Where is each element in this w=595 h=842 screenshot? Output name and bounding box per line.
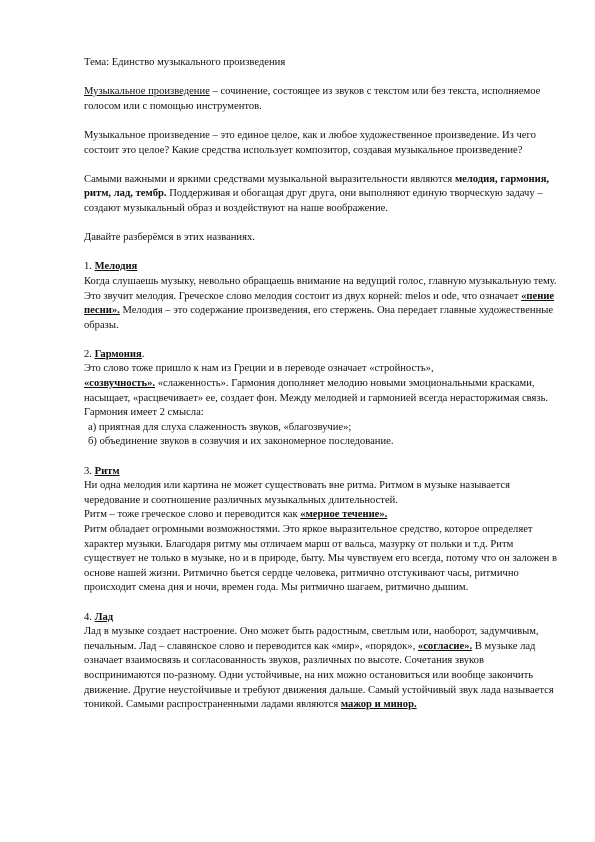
section-text-rhythm-1: Ни одна мелодия или картина не может существовать вне ритма. Ритмом в музыке называется чередование и соотношение различных музыкальных длительностей. — [84, 480, 510, 506]
definition-paragraph — [84, 85, 558, 114]
section-heading-mode: 4. Лад — [84, 611, 114, 623]
harmony-meaning-a: а) приятная для слуха слаженность звуков, «благозвучие»; — [88, 421, 352, 433]
document-page — [84, 56, 558, 713]
lead-paragraph: Давайте разберёмся в этих названиях. — [84, 232, 255, 244]
section-text-rhythm-3: Ритм обладает огромными возможностями. Это яркое выразительное средство, которое определяет характер музыки. Благодаря ритму мы отличаем марш от вальса, мазурку от польки и т.д. Ритм существует не только в музыке, но и в природе, быту. Мы чувствуем его всегда, потому что он заложен в основе нашей жизни. Ритмично бьется сердце человека, ритмично отстукивают часы, ритмично происходит смена дня и ночи, времен года. Мы ритмично шагаем, ритмично дышим. — [84, 524, 557, 594]
rhythm-translation: «мерное течение». — [300, 509, 388, 521]
section-heading-harmony: 2. Гармония. — [84, 348, 145, 360]
harmony-translation: «созвучность». — [84, 378, 156, 390]
mode-translation: «согласие». — [417, 640, 473, 652]
definition-text: – сочинение, состоящее из звуков с текстом или без текста, исполняемое голосом или с помощью инструментов. — [84, 86, 541, 112]
section-text-rhythm-2: Ритм – тоже греческое слово и переводится как «мерное течение». — [84, 509, 388, 521]
section-text-melody: Когда слушаешь музыку, невольно обращаешь внимание на ведущий голос, главную музыкальную тему. Это звучит мелодия. Греческое слово мелодия состоит из двух корней: melos и ode, что означает «пение песни». Мелодия – это содержание произведения, его стержень. Она передает главные художественные образы. — [84, 275, 557, 331]
means-paragraph: Самыми важными и яркими средствами музыкальной выразительности являются мелодия, гармония, ритм, лад, тембр. Поддерживая и обогащая друг друга, они выполняют единую творческую задачу – создают музыкальный образ и воздействуют на наше воображение. — [84, 173, 550, 214]
section-text-mode: Лад в музыке создает настроение. Оно может быть радостным, светлым или, наоборот, задумчивым, печальным. Лад – славянское слово и переводится как «мир», «порядок», «согласие». В музыке лад означает взаимосвязь и согласованность звуков, различных по высоте. Сочетания звуков воспринимаются по-разному. Одни устойчивые, на них можно остановиться или вообще закончить движение. Другие неустойчивые и требуют движения дальше. Самый устойчивый звук лада называется тоникой. Самыми распространенными ладами являются мажор и минор. — [84, 626, 554, 711]
harmony-meaning-b: б) объединение звуков в созвучия и их закономерное последование. — [88, 436, 394, 448]
melody-translation: «пение песни». — [84, 290, 555, 317]
section-text-harmony: Это слово тоже пришло к нам из Греции и в переводе означает «стройность», «созвучность». «слаженность». Гармония дополняет мелодию новыми эмоциональными красками, насыщает, «расцвечивает» ее, создает фон. Между мелодией и гармонией всегда нерасторжимая связь. Гармония имеет 2 смысла: — [84, 363, 549, 419]
document-title: Тема: Единство музыкального произведения — [84, 57, 286, 68]
major-minor: мажор и минор. — [340, 699, 417, 711]
definition-term: Музыкальное произведение — [84, 86, 210, 98]
means-list: мелодия, гармония, ритм, лад, тембр. — [84, 173, 550, 200]
intro-paragraph: Музыкальное произведение – это единое целое, как и любое художественное произведение. Из чего состоит это целое? Какие средства использует композитор, создавая музыкальное произведение? — [84, 129, 536, 156]
section-heading-rhythm: 3. Ритм — [84, 465, 120, 477]
section-heading-melody: 1. Мелодия — [84, 261, 138, 273]
